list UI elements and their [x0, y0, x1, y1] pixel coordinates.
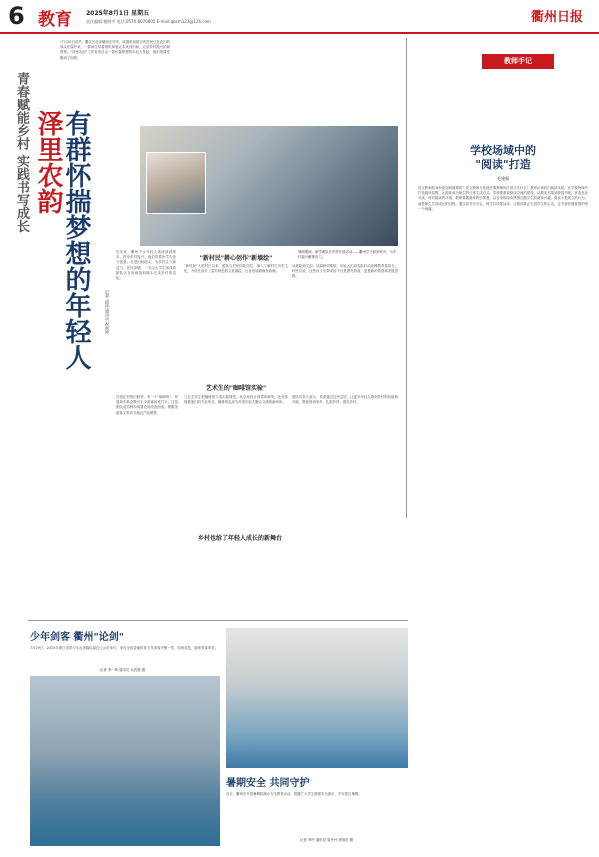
- main-title: [34, 110, 61, 214]
- newspaper-logo: 衢州日报: [530, 10, 583, 25]
- page-header: [0, 0, 599, 34]
- photo-caption: 调研期间，研学团队在乡村开展活动——衢州学子回到家乡，为乡村振兴献策出力。: [298, 250, 397, 259]
- body-col-3: 从墙绘到文创，从调研到策划，年轻人们用实际行动诠释着青春担当。村民们说，这些孩子们带来的不只是漂亮的画，更是新的希望和发展思路。: [292, 264, 398, 279]
- teacher-notes-title-line1: 学校场域中的: [470, 144, 536, 157]
- body-col-2: "新村民"入驻村庄以来，团队与村民同吃同住，深入了解村庄历史文化，为村庄设计了富有特色的文化墙绘，让老旧墙面焕发新颜。: [184, 264, 288, 274]
- teacher-notes-title-line2: "阅读"打造: [475, 158, 531, 171]
- editor-meta: 责任编辑:楼晓平 电话:0570-8070805 E-mail:qbcm123@126.com: [86, 19, 211, 24]
- teacher-notes-text: 语文教师的身份是如何建构的？语文教师与其他任课教师的区别又在什么？教育应该回归阅读本质，在学校场域中打造阅读氛围，让阅读成为师生的日常生活方式。学校要重视阅读空间的建设，从教室书架到校园书吧，营造处处可读、时时能读的环境。教师要做阅读的引领者，以自身的阅读热情点燃学生的阅读兴趣。阅读不是孤立的行为，而是师生共同成长的过程。通过读书分享会、师生共读等活动，让阅读真正走进学生的心灵，让书香弥漫校园的每一个角落。: [418, 186, 588, 211]
- section-title: 教育: [38, 10, 72, 30]
- teacher-notes-author: 毛建强: [497, 176, 509, 181]
- byline: 记者 邱添 通讯员 祝雨婷: [105, 290, 110, 334]
- body-col-4: 在西庄村的田野旁，有一个"咖啡角"，每逢周末都会吸引不少游客前来打卡。这是团队成员利用闲置农房改造而成，既服务游客又带动当地农产品销售。: [116, 395, 178, 415]
- body-col-6: 团队负责人表示，希望通过这些尝试，让更多年轻人看到乡村的价值和可能，愿意回到家乡、扎根乡村、建设乡村。: [292, 395, 398, 405]
- bottom-divider: [28, 620, 408, 621]
- swim-safety-title: 暑期安全 共同守护: [226, 778, 310, 789]
- issue-date: 2025年8月1日 星期五: [86, 10, 150, 17]
- subhead-1: "新村民"耕心创作"新墙绘": [199, 255, 273, 262]
- teacher-notes-title: [420, 144, 586, 172]
- subhead-3: 乡村也给了年轻人成长的新舞台: [197, 535, 282, 542]
- fencing-title: 少年剑客 衢州"论剑": [30, 632, 124, 643]
- column-divider: [406, 38, 407, 518]
- teacher-notes-label: 教师手记: [482, 54, 554, 69]
- page-number: 6: [8, 2, 25, 30]
- fencing-photo: [30, 676, 220, 846]
- main-title-rest: 有群怀揣梦想的年轻人: [61, 110, 91, 370]
- swim-safety-credit: 记者 李玲 通讯员 周丹丹 徐国庆 摄: [300, 838, 353, 842]
- body-col-5: 几位艺术生把咖啡馆当成实践课堂，从空间设计到菜单研发，处处体现着他们的专业所长。咖啡馆也成为村里年轻人聚会交流的新场所。: [184, 395, 288, 405]
- subhead-2: 艺术生的"咖啡馆实验": [205, 385, 267, 392]
- side-title: 青春赋能乡村 实践书写成长: [14, 72, 29, 233]
- swim-safety-photo: [226, 628, 408, 768]
- fencing-credit: 记者 李一鸣 通讯员 毛武俊 摄: [100, 668, 145, 672]
- main-photo: [140, 126, 398, 246]
- swim-safety-text: 近日，衢州市开展暑期防溺水安全教育活动，提醒广大学生增强安全意识，平安度过暑假。: [226, 792, 362, 796]
- fencing-text: 7月29日，2025年浙江省青少年击剑锦标赛在江山市举行，来自全省各地的青少年剑客齐聚一堂，同场竞技，展现青春风采。: [30, 646, 219, 650]
- inset-photo: [146, 152, 206, 214]
- intro-text: "7月20日清早，衢江区杜泽镇西庄村旁，收割机和数字的村民已在农田的那头忙碌开来。一群师生带着相机和笔记本来到田间，记录乡村振兴的新图景。"泽里农韵"工作室项目由一群怀揣梦想的年轻人发起，他们把课堂搬到了田野。: [60, 40, 170, 60]
- main-title-highlight: 泽里农韵: [33, 110, 63, 214]
- body-col-1: 近年来，衢州不少年轻人选择回到家乡，投身乡村振兴。他们带着所学专业与创意，走进田间地头，为乡村注入新活力。在杜泽镇，一支由大学生组成的团队正在用画笔和镜头记录乡村的变化。: [116, 250, 176, 281]
